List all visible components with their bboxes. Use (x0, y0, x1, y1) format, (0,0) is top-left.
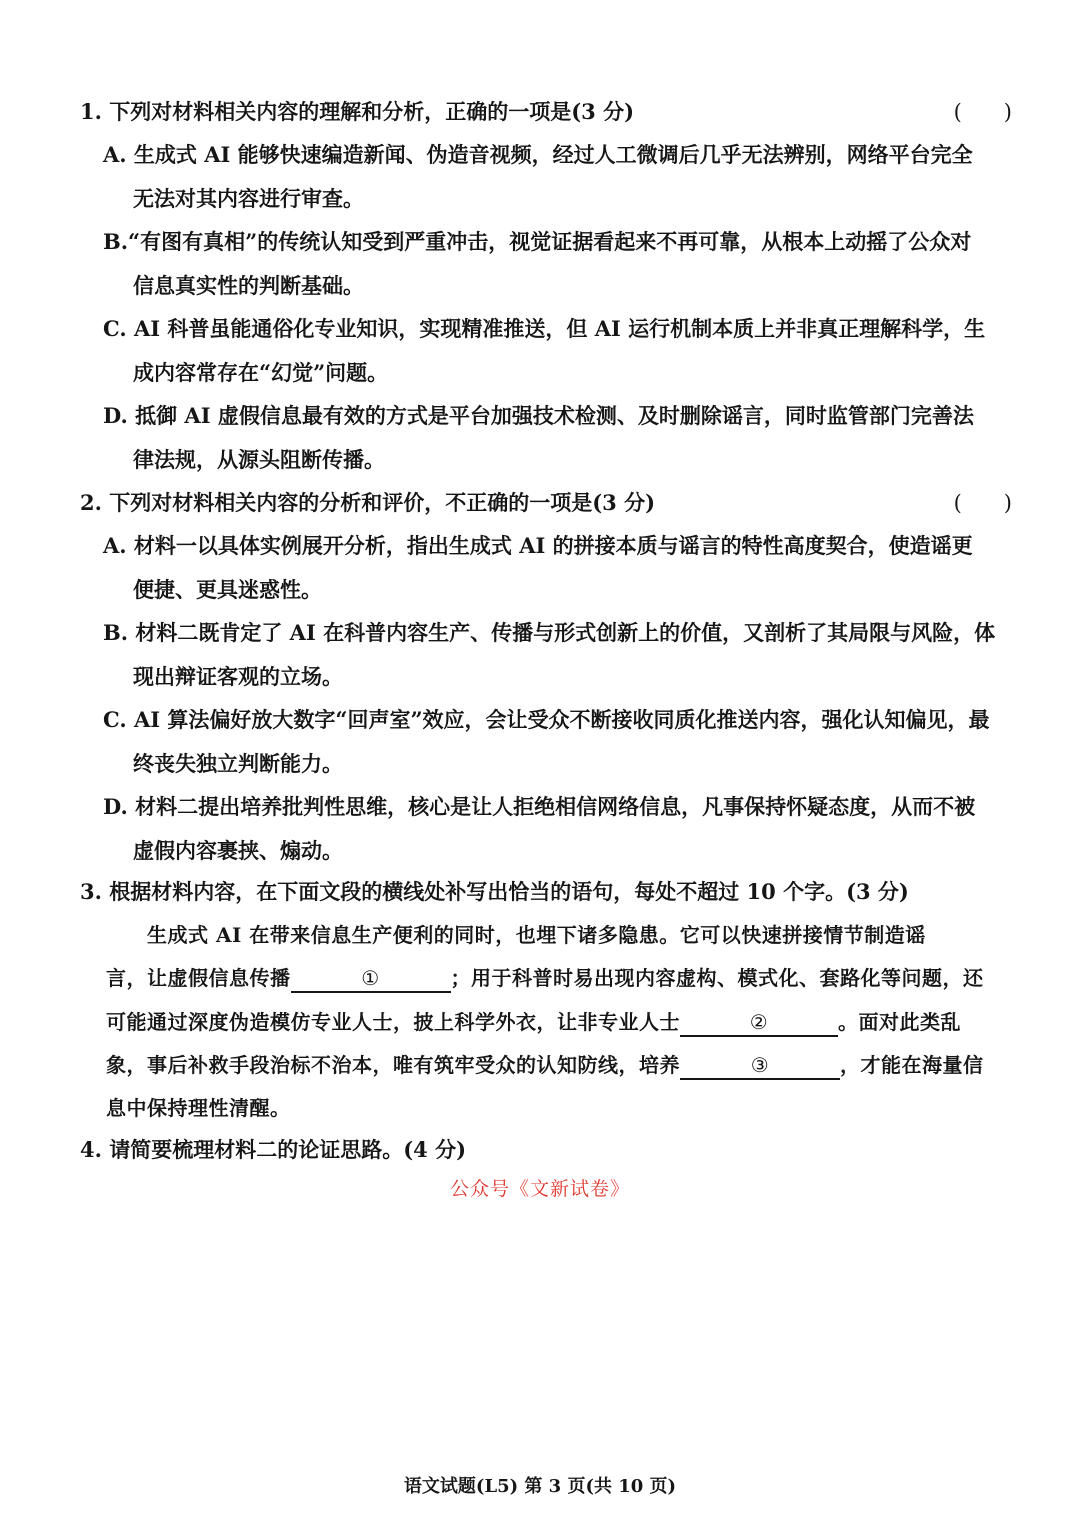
question-2-stem (80, 488, 1020, 518)
answer-blank-2[interactable]: ② (680, 1009, 838, 1037)
watermark-text: 公众号《文新试卷》 (449, 1178, 630, 1200)
q1-option-d-cont: 律法规，从源头阻断传播。 (133, 447, 385, 472)
q3-text: ；用于科普时易出现内容虚构、模式化、套路化等问题，还 (450, 966, 984, 990)
page-footer: 语文试题(L5) 第 3 页(共 10 页) (403, 1476, 677, 1497)
q3-text: 。面对此类乱 (838, 1010, 961, 1034)
q2-option-d: D. 材料二提出培养批判性思维，核心是让人拒绝相信网络信息，凡事保持怀疑态度，从而不被 (103, 794, 976, 819)
q2-option-b-cont: 现出辩证客观的立场。 (133, 664, 343, 689)
q2-option-c: C. AI 算法偏好放大数字“回声室”效应，会让受众不断接收同质化推送内容，强化认知偏见，最 (103, 707, 990, 732)
q2-option-d-cont: 虚假内容裹挟、煽动。 (133, 838, 343, 863)
q1-option-a-cont: 无法对其内容进行审查。 (133, 186, 364, 211)
q3-text: 可能通过深度伪造模仿专业人士，披上科学外衣，让非专业人士 (106, 1010, 680, 1034)
q3-text: 言，让虚假信息传播 (106, 966, 291, 990)
question-4-stem: 4. 请简要梳理材料二的论证思路。(4 分) (80, 1137, 467, 1162)
question-1-text: 1. 下列对材料相关内容的理解和分析，正确的一项是(3 分) (80, 99, 635, 124)
q1-option-a: A. 生成式 AI 能够快速编造新闻、伪造音视频，经过人工微调后几乎无法辨别，网络平台完全 (103, 142, 973, 167)
q3-text: 象，事后补救手段治标不治本，唯有筑牢受众的认知防线，培养 (106, 1053, 680, 1077)
q3-passage-line-4 (106, 1050, 1026, 1080)
answer-paren[interactable]: ( ) (953, 100, 1012, 124)
answer-blank-3[interactable]: ③ (680, 1052, 840, 1080)
question-3-stem: 3. 根据材料内容，在下面文段的横线处补写出恰当的语句，每处不超过 10 个字。(3 分) (80, 879, 909, 904)
q1-option-b-cont: 信息真实性的判断基础。 (133, 273, 364, 298)
q2-option-a-cont: 便捷、更具迷惑性。 (133, 577, 322, 602)
answer-paren[interactable]: ( ) (953, 491, 1012, 515)
q3-passage-line-2 (106, 963, 1026, 993)
q1-option-d: D. 抵御 AI 虚假信息最有效的方式是平台加强技术检测、及时删除谣言，同时监管部门完善法 (103, 403, 974, 428)
question-2-text: 2. 下列对材料相关内容的分析和评价，不正确的一项是(3 分) (80, 490, 656, 515)
q2-option-c-cont: 终丧失独立判断能力。 (133, 751, 343, 776)
question-1-stem (80, 97, 1020, 127)
q3-passage-line-3 (106, 1007, 1026, 1037)
q3-text: ，才能在海量信 (840, 1053, 984, 1077)
q2-option-a: A. 材料一以具体实例展开分析，指出生成式 AI 的拼接本质与谣言的特性高度契合，使造谣更 (103, 533, 973, 558)
q3-passage-line-5: 息中保持理性清醒。 (106, 1096, 291, 1120)
q2-option-b: B. 材料二既肯定了 AI 在科普内容生产、传播与形式创新上的价值，又剖析了其局限与风险，体 (103, 620, 996, 645)
q1-option-c: C. AI 科普虽能通俗化专业知识，实现精准推送，但 AI 运行机制本质上并非真正理解科学，生 (103, 316, 986, 341)
q1-option-b: B.“有图有真相”的传统认知受到严重冲击，视觉证据看起来不再可靠，从根本上动摇了公众对 (103, 229, 972, 254)
answer-blank-1[interactable]: ① (291, 965, 451, 993)
q1-option-c-cont: 成内容常存在“幻觉”问题。 (133, 360, 389, 385)
q3-passage-line-1: 生成式 AI 在带来信息生产便利的同时，也埋下诸多隐患。它可以快速拼接情节制造谣 (106, 923, 926, 947)
